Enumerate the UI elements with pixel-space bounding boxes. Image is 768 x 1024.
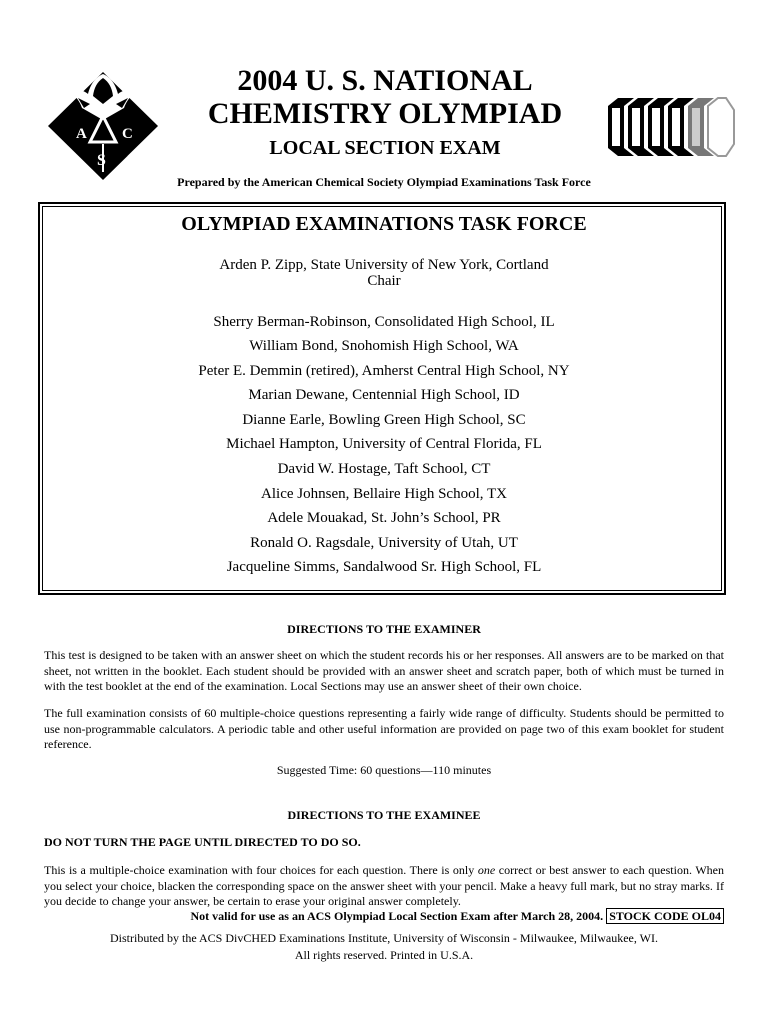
examinee-paragraph-start: This is a multiple-choice examination with four choices for each question. There is only bbox=[44, 863, 478, 877]
task-force-member: Sherry Berman-Robinson, Consolidated High School, IL bbox=[213, 314, 555, 330]
rights-line: All rights reserved. Printed in U.S.A. bbox=[294, 948, 474, 962]
stock-code-badge: STOCK CODE OL04 bbox=[606, 908, 724, 924]
suggested-time: Suggested Time: 60 questions—110 minutes bbox=[276, 763, 492, 777]
chair-name: Arden P. Zipp, State University of New York, Cortland bbox=[219, 257, 549, 273]
examinee-paragraph bbox=[44, 863, 724, 910]
acs-logo bbox=[44, 68, 162, 182]
examiner-directions-heading: DIRECTIONS TO THE EXAMINER bbox=[287, 622, 481, 636]
exam-subtitle: LOCAL SECTION EXAM bbox=[269, 137, 501, 159]
chair-title: Chair bbox=[367, 273, 401, 289]
olympiad-logo bbox=[604, 96, 738, 158]
task-force-member: Alice Johnsen, Bellaire High School, TX bbox=[261, 486, 507, 502]
examinee-directions-heading: DIRECTIONS TO THE EXAMINEE bbox=[287, 808, 481, 822]
exam-title-line1: 2004 U. S. NATIONAL bbox=[237, 64, 533, 97]
exam-title-line2: CHEMISTRY OLYMPIAD bbox=[207, 97, 563, 130]
logo-letter-c: C bbox=[122, 126, 133, 142]
examiner-paragraph-1: This test is designed to be taken with an answer sheet on which the student records his or her responses. All answers are to be marked on that sheet, not written in the booklet. Each student should be provided with an answer sheet and scratch paper, both of which must be turned in with the test booklet at the end of the examination. Local Sections may use an answer sheet of their own choice. bbox=[44, 648, 724, 693]
logo-letter-a: A bbox=[76, 126, 87, 142]
task-force-member: Dianne Earle, Bowling Green High School, SC bbox=[242, 412, 526, 428]
task-force-member: William Bond, Snohomish High School, WA bbox=[249, 338, 519, 354]
task-force-member: Ronald O. Ragsdale, University of Utah, UT bbox=[250, 535, 518, 551]
task-force-member: Michael Hampton, University of Central Florida, FL bbox=[226, 436, 542, 452]
task-force-member: Jacqueline Simms, Sandalwood Sr. High School, FL bbox=[226, 559, 542, 575]
task-force-member: Marian Dewane, Centennial High School, ID bbox=[248, 387, 520, 403]
examiner-paragraph-2: The full examination consists of 60 multiple-choice questions representing a fairly wide range of difficulty. Students should be permitted to use non-programmable calculators. A periodic table and other useful information are provided on page two of this exam booklet for student reference. bbox=[44, 706, 724, 751]
distribution-line: Distributed by the ACS DivCHED Examinations Institute, University of Wisconsin - Milwaukee, Milwaukee, WI. bbox=[109, 931, 658, 945]
do-not-turn-warning: DO NOT TURN THE PAGE UNTIL DIRECTED TO DO SO. bbox=[44, 835, 361, 849]
task-force-member: Adele Mouakad, St. John’s School, PR bbox=[267, 510, 501, 526]
logo-letter-s: S bbox=[97, 152, 106, 169]
examinee-paragraph-emphasis: one bbox=[477, 863, 496, 877]
prepared-by-line: Prepared by the American Chemical Society Olympiad Examinations Task Force bbox=[177, 175, 591, 189]
task-force-member: Peter E. Demmin (retired), Amherst Central High School, NY bbox=[198, 363, 570, 379]
examinee-paragraph-end: correct or best answer to each question. When you select your choice, blacken the corresponding space on the answer sheet with your pencil. Make a heavy full mark, but no stray marks. If you decide to change your answer, be certain to erase your original answer completely. bbox=[44, 863, 725, 908]
task-force-heading: OLYMPIAD EXAMINATIONS TASK FORCE bbox=[181, 213, 587, 235]
not-valid-notice: Not valid for use as an ACS Olympiad Local Section Exam after March 28, 2004. bbox=[190, 909, 604, 923]
validity-line bbox=[44, 908, 724, 924]
task-force-member: David W. Hostage, Taft School, CT bbox=[277, 461, 491, 477]
